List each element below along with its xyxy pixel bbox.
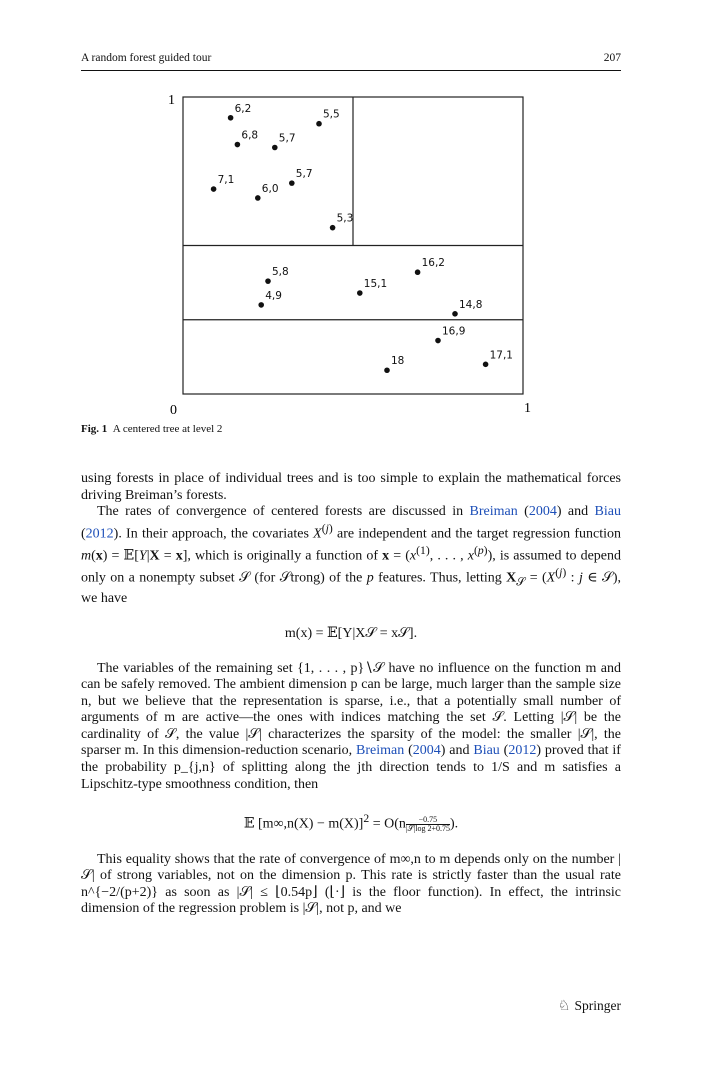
data-point-label: 17,1 bbox=[489, 349, 513, 362]
data-point-label: 5,5 bbox=[323, 108, 340, 121]
data-point bbox=[255, 195, 261, 201]
data-points bbox=[211, 103, 513, 373]
publisher-name: Springer bbox=[574, 998, 621, 1013]
citation-breiman-2[interactable]: Breiman bbox=[356, 743, 405, 759]
running-header bbox=[81, 52, 621, 70]
data-point-label: 16,2 bbox=[421, 257, 445, 270]
citation-breiman[interactable]: Breiman bbox=[469, 504, 518, 520]
equation-1: m(x) = 𝔼[Y|X𝒮 = x𝒮]. bbox=[284, 625, 418, 641]
citation-biau-year[interactable]: 2012 bbox=[85, 526, 114, 542]
data-point bbox=[265, 278, 271, 284]
data-point-label: 6,0 bbox=[261, 182, 279, 195]
data-point bbox=[211, 186, 217, 192]
axis-label-origin: 0 bbox=[170, 403, 177, 416]
header-rule bbox=[81, 70, 621, 71]
data-point bbox=[357, 290, 363, 296]
paragraph-3: The variables of the remaining set {1, . . . , p}∖𝒮 have no influence on the function m and can be safely removed. The ambient dimension p can be large, much larger than the sample size n, but we believe that the representation is sparse, i.e., that a potentially small number of arguments of m are active—the ones with indices matching the set 𝒮. Letting |𝒮| be the cardinality of 𝒮, the value |𝒮| characterizes the sparsity of the model: the smaller |𝒮|, the sparser m. In this dimension-reduction scenario, Breiman (2004) and Biau (2012) proved that if the probability p_{j,n} of splitting along the jth direction tends to 1/S and m satisfies a Lipschitz-type smoothness condition, then bbox=[81, 660, 621, 792]
data-point-label: 5,3 bbox=[336, 212, 354, 225]
data-point bbox=[435, 338, 441, 344]
citation-biau[interactable]: Biau bbox=[594, 504, 621, 520]
data-point-label: 15,1 bbox=[363, 278, 388, 291]
figure-centered-tree bbox=[160, 86, 570, 416]
running-title: A random forest guided tour bbox=[81, 52, 212, 64]
data-point-label: 14,8 bbox=[459, 298, 483, 311]
data-point bbox=[452, 311, 458, 317]
page-number: 207 bbox=[603, 52, 621, 64]
data-point bbox=[235, 142, 241, 148]
data-point-label: 6,8 bbox=[241, 129, 259, 142]
citation-biau-2-year[interactable]: 2012 bbox=[508, 743, 537, 759]
axis-label-y-top: 1 bbox=[168, 93, 175, 108]
data-point bbox=[272, 145, 278, 151]
axis-label-x-right: 1 bbox=[524, 401, 531, 416]
data-point-label: 4,9 bbox=[265, 289, 282, 302]
data-point-label: 18 bbox=[391, 355, 405, 368]
data-point bbox=[384, 367, 390, 373]
data-point-label: 5,8 bbox=[272, 266, 289, 279]
data-point bbox=[483, 362, 489, 368]
paragraph-2: The rates of convergence of centered forests are discussed in Breiman (2004) and Biau (2012). In their approach, the covariates $X^{(j)}$ are independent and the target regression function m(x) = 𝔼[Y|X = x], which is originally a function of $x = (x^{(1)}$, . . . , $x^{(p)}$), is assumed to depend only on a nonempty subset 𝒮 (for 𝒮trong) of the p features. Thus, letting $X_𝒮 = (X^{(j)}$ : j ∈ 𝒮), we have bbox=[81, 504, 622, 607]
data-point-label: 6,2 bbox=[234, 102, 252, 115]
paragraph-1: using forests in place of individual trees and is too simple to explain the mathematical forces driving Breiman’s forests. bbox=[81, 471, 621, 503]
data-point bbox=[228, 115, 234, 121]
figure-caption-label: Fig. 1 bbox=[81, 423, 108, 435]
data-point-label: 5,7 bbox=[295, 168, 313, 181]
citation-breiman-2-year[interactable]: 2004 bbox=[412, 743, 441, 759]
data-point-label: 5,7 bbox=[278, 132, 296, 145]
data-point bbox=[415, 269, 421, 275]
publisher-logo bbox=[558, 998, 621, 1014]
citation-biau-2[interactable]: Biau bbox=[473, 743, 500, 759]
data-point bbox=[258, 302, 264, 308]
body-text bbox=[81, 471, 621, 918]
figure-caption bbox=[81, 423, 222, 435]
data-point bbox=[330, 225, 336, 231]
data-point-label: 16,9 bbox=[442, 325, 466, 338]
figure-caption-text: A centered tree at level 2 bbox=[112, 423, 223, 435]
split-lines bbox=[183, 97, 523, 320]
paragraph-4: This equality shows that the rate of convergence of m∞,n to m depends only on the number |𝒮| of strong variables, not on the dimension p. This rate is strictly faster than the usual rate n^{−2/(p+2)} as soon as |𝒮| ≤ ⌊0.54p⌋ (⌊·⌋ is the floor function). In effect, the intrinsic dimension of the regression problem is |𝒮|, not p, and we bbox=[81, 851, 621, 917]
data-point bbox=[316, 121, 322, 127]
equation-2: 𝔼 $[m\infty,n(X) - m(X)]^2 = O(n$ $\frac{-0.75}{\text{|𝒮|log 2+0.75}}$ ). bbox=[243, 812, 459, 834]
data-point-label: 7,1 bbox=[217, 174, 235, 187]
springer-horse-icon: ♘ bbox=[557, 998, 571, 1014]
data-point bbox=[289, 180, 295, 186]
citation-breiman-year[interactable]: 2004 bbox=[528, 504, 557, 520]
